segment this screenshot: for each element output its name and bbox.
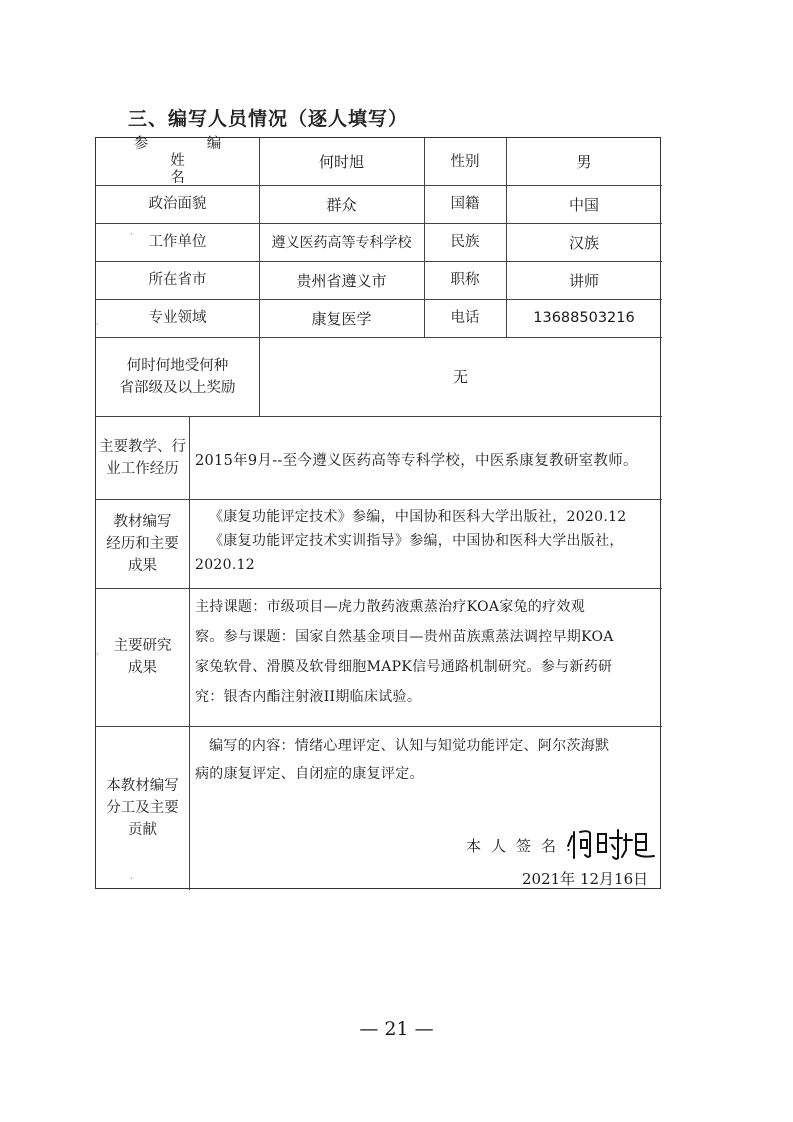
textbooks-label-line3: 成果 xyxy=(128,557,157,574)
nationality-value: 中国 xyxy=(568,195,599,214)
contribution-label-line3: 贡献 xyxy=(128,822,157,838)
gender-value: 男 xyxy=(576,153,592,171)
research-label xyxy=(96,588,189,726)
contribution-line2: 病的康复评定、自闭症的康复评定。 xyxy=(195,766,424,782)
politics-label: 政治面貌 xyxy=(148,196,207,212)
contribution-label-line2: 分工及主要 xyxy=(106,800,179,816)
experience-label xyxy=(96,416,189,499)
employer-label: 工作单位 xyxy=(148,234,207,250)
textbooks-value xyxy=(189,499,662,588)
scan-mark: · xyxy=(130,874,133,883)
name-value: 何时旭 xyxy=(318,153,364,171)
research-line2: 察。参与课题：国家自然基金项目—贵州苗族熏蒸法调控早期KOA xyxy=(195,629,614,645)
research-value xyxy=(189,588,662,726)
ethnicity-value: 汉族 xyxy=(568,233,599,252)
textbooks-label-line1: 教材编写 xyxy=(113,513,172,530)
nationality-label: 国籍 xyxy=(450,196,480,212)
scan-mark: · xyxy=(96,320,99,329)
textbooks-line2: 《康复功能评定技术实训指导》参编，中国协和医科大学出版社， xyxy=(209,533,624,549)
gender-label: 性别 xyxy=(450,153,480,170)
textbooks-label-line2: 经历和主要 xyxy=(106,535,179,552)
contribution-label xyxy=(96,726,189,890)
contribution-label-line1: 本教材编写 xyxy=(106,778,179,794)
name-label xyxy=(96,138,259,185)
research-line3: 家兔软骨、滑膜及软骨细胞MAPK信号通路机制研究。参与新药研 xyxy=(195,659,613,675)
research-line1: 主持课题：市级项目—虎力散药液熏蒸治疗KOA家兔的疗效观 xyxy=(195,599,586,615)
contribution-value xyxy=(189,726,662,806)
name-label-role: 参 编 xyxy=(133,136,244,152)
section-title: 三、编写人员情况（逐人填写） xyxy=(128,108,409,130)
page-number: — 21 — xyxy=(359,1018,434,1040)
awards-label-line1: 何时何地受何种 xyxy=(126,357,229,374)
experience-label-line2: 业工作经历 xyxy=(106,460,179,477)
experience-label-line1: 主要教学、行 xyxy=(99,438,186,455)
phone-label: 电话 xyxy=(450,310,480,326)
scan-mark: · xyxy=(96,650,99,659)
politics-value: 群众 xyxy=(326,195,357,214)
textbooks-line1: 《康复功能评定技术》参编，中国协和医科大学出版社，2020.12 xyxy=(209,509,627,525)
research-label-line2: 成果 xyxy=(128,660,157,676)
scan-mark: · xyxy=(130,230,133,239)
research-line4: 究：银杏内酯注射液II期临床试验。 xyxy=(195,689,422,705)
phone-value: 13688503216 xyxy=(533,310,635,326)
handwritten-signature xyxy=(566,824,658,862)
field-value: 康复医学 xyxy=(311,309,372,328)
awards-label-line2: 省部级及以上奖励 xyxy=(119,379,236,396)
location-value: 贵州省遵义市 xyxy=(296,271,387,290)
textbooks-line3: 2020.12 xyxy=(195,557,255,573)
awards-value: 无 xyxy=(452,368,468,386)
field-label: 专业领域 xyxy=(148,310,207,326)
contribution-line1: 编写的内容：情绪心理评定、认知与知觉功能评定、阿尔茨海默 xyxy=(209,738,610,754)
ethnicity-label: 民族 xyxy=(450,234,480,250)
title-value: 讲师 xyxy=(568,271,599,290)
research-label-line1: 主要研究 xyxy=(113,638,172,654)
experience-value: 2015年9月--至今遵义医药高等专科学校，中医系康复教研室教师。 xyxy=(195,452,638,469)
author-info-form xyxy=(95,137,661,889)
location-label: 所在省市 xyxy=(148,272,207,288)
title-label: 职称 xyxy=(450,272,480,288)
signature-label: 本人签名: xyxy=(466,837,582,855)
textbooks-label xyxy=(96,499,189,588)
signature-date: 2021年 12月16日 xyxy=(522,870,649,888)
awards-label xyxy=(96,337,259,416)
employer-value: 遵义医药高等专科学校 xyxy=(271,235,412,251)
name-label-text: 姓 名 xyxy=(170,153,260,186)
